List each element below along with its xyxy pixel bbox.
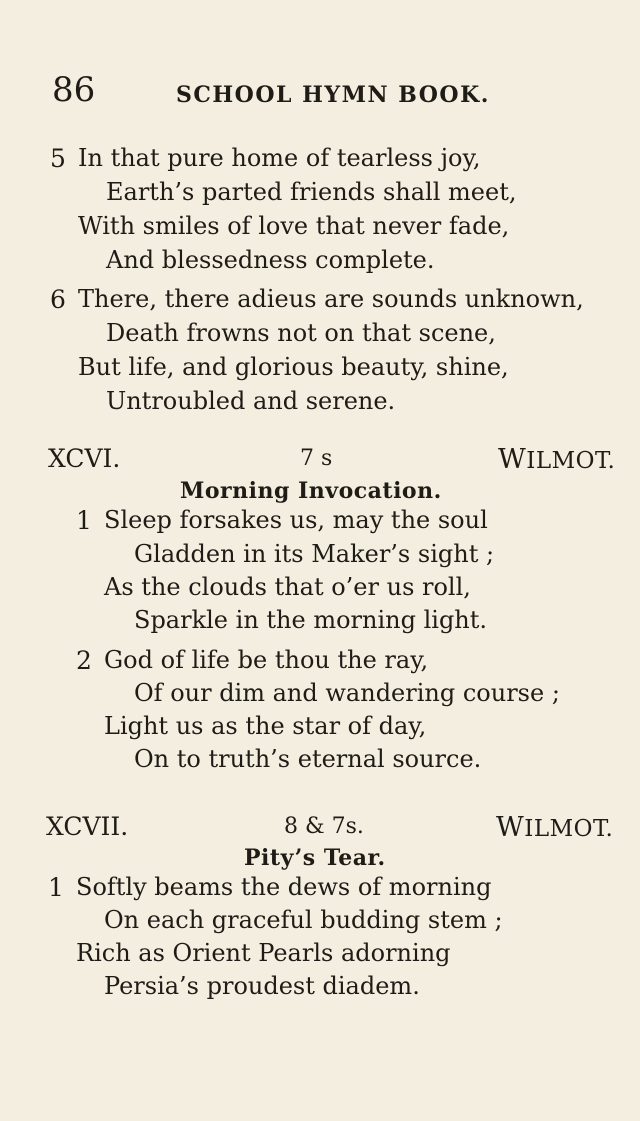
tune-name: WILMOT. xyxy=(496,812,614,843)
verse-line: As the clouds that o’er us roll, xyxy=(104,573,471,601)
verse-line: But life, and glorious beauty, shine, xyxy=(78,353,509,381)
verse-line: Death frowns not on that scene, xyxy=(106,319,496,347)
stanza-number: 1 xyxy=(48,873,64,902)
tune-name: WILMOT. xyxy=(498,444,616,475)
verse-line: Sparkle in the morning light. xyxy=(134,606,488,634)
hymn-number: XCVII. xyxy=(46,812,129,841)
stanza-number: 2 xyxy=(76,646,92,675)
verse-line: Rich as Orient Pearls adorning xyxy=(76,939,451,967)
verse-line: On each graceful budding stem ; xyxy=(104,906,503,934)
verse-line: On to truth’s eternal source. xyxy=(134,745,482,773)
verse-line: Softly beams the dews of morning xyxy=(76,873,492,901)
verse-line: Gladden in its Maker’s sight ; xyxy=(134,540,495,568)
hymn-title: Pity’s Tear. xyxy=(244,845,386,871)
hymn-meter: 7 s xyxy=(300,446,333,471)
verse-line: Untroubled and serene. xyxy=(106,387,396,415)
hymn-meter: 8 & 7s. xyxy=(284,814,364,839)
running-head: SCHOOL HYMN BOOK. xyxy=(176,82,490,108)
verse-line: With smiles of love that never fade, xyxy=(78,212,510,240)
verse-line: Of our dim and wandering course ; xyxy=(134,679,560,707)
stanza-number: 5 xyxy=(50,144,66,173)
verse-line: Sleep forsakes us, may the soul xyxy=(104,506,488,534)
hymn-number: XCVI. xyxy=(48,444,121,473)
verse-line: There, there adieus are sounds unknown, xyxy=(78,285,584,313)
stanza-number: 6 xyxy=(50,285,66,314)
page-number: 86 xyxy=(52,70,96,110)
verse-line: And blessedness complete. xyxy=(106,246,435,274)
stanza-number: 1 xyxy=(76,506,92,535)
verse-line: God of life be thou the ray, xyxy=(104,646,429,674)
verse-line: Light us as the star of day, xyxy=(104,712,427,740)
verse-line: Earth’s parted friends shall meet, xyxy=(106,178,517,206)
verse-line: Persia’s proudest diadem. xyxy=(104,972,420,1000)
hymn-title: Morning Invocation. xyxy=(180,478,442,504)
verse-line: In that pure home of tearless joy, xyxy=(78,144,481,172)
